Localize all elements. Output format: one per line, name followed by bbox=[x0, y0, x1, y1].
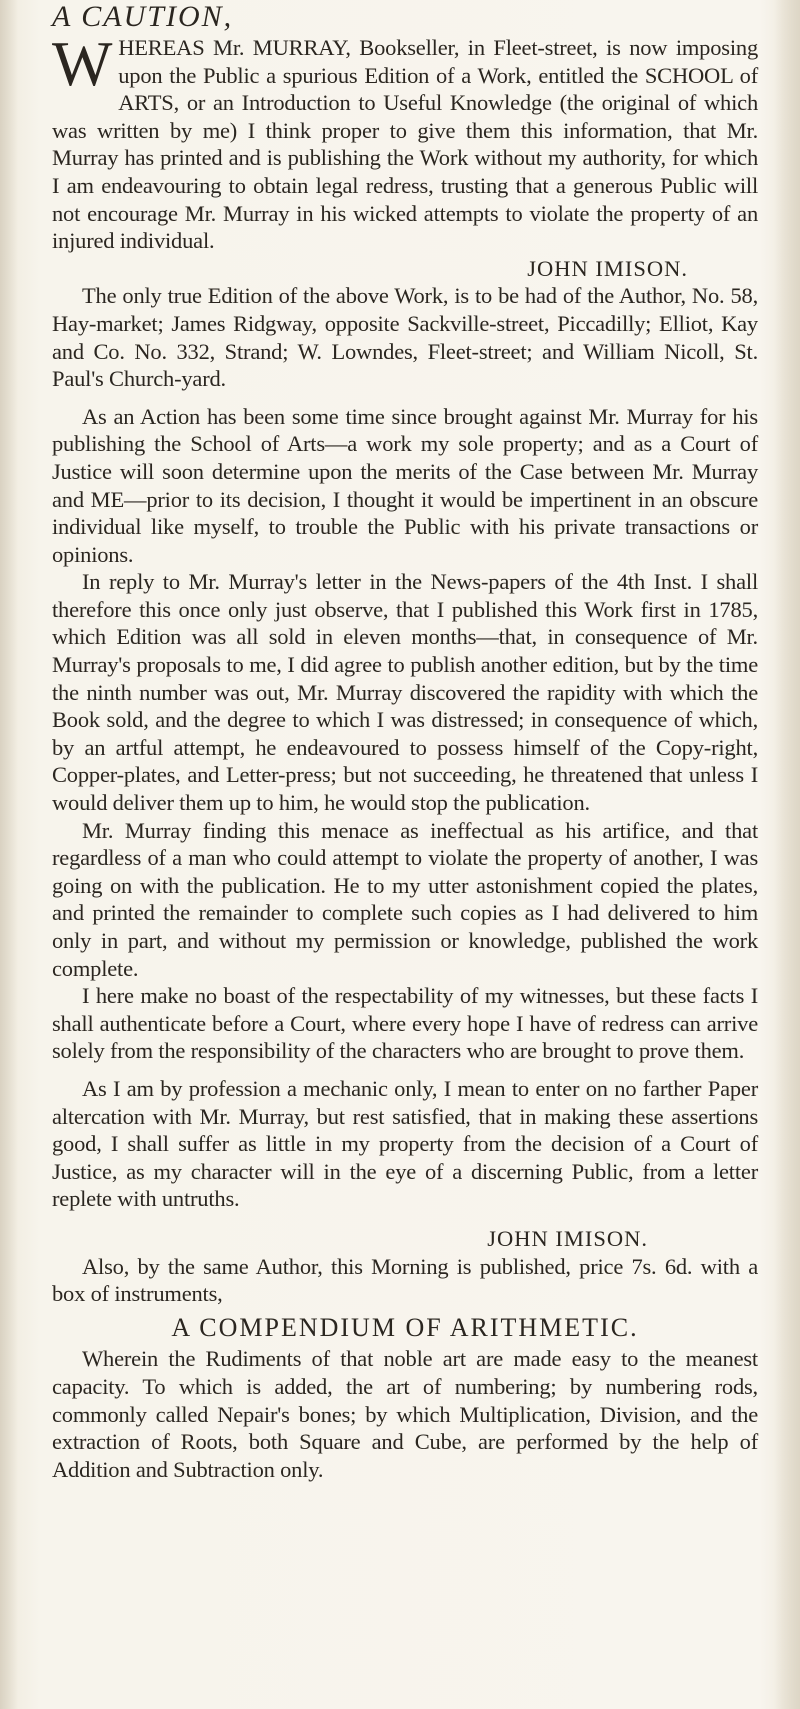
compendium-title: A COMPENDIUM OF ARITHMETIC. bbox=[171, 1312, 639, 1342]
caution-text: HEREAS Mr. MURRAY, Bookseller, in Fleet-street, is now imposing upon the Public a spurious Edition of a Work, entitled the SCHOOL of ARTS, or an Introduction to Useful Knowledge (the original of which was written by me) I think proper to give them this information, that Mr. Murray has printed and is publishing the Work without my authority, for which I am endeavouring to obtain legal redress, trusting that a generous Public will not encourage Mr. Murray in his wicked attempts to violate the property of an injured individual. bbox=[52, 35, 758, 254]
mechanic-paragraph: As I am by profession a mechanic only, I mean to enter on no farther Paper altercation with Mr. Murray, but rest satisfied, that in making these assertions good, I shall suffer as little in my property from the decision of a Court of Justice, as my character will in the eye of a discerning Public, from a letter replete with untruths. bbox=[52, 1075, 758, 1212]
also-paragraph: Also, by the same Author, this Morning is published, price 7s. 6d. with a box of instruments, bbox=[52, 1253, 758, 1307]
signature-first: JOHN IMISON. bbox=[527, 255, 688, 281]
caution-heading: A CAUTION, bbox=[52, 0, 234, 33]
true-edition-paragraph: The only true Edition of the above Work, is to be had of the Author, No. 58, Hay-market; James Ridgway, opposite Sackville-street, Piccadilly; Elliot, Kay and Co. No. 332, Strand; W. Lowndes, Fleet-street; and William Nicoll, St. Paul's Church-yard. bbox=[52, 283, 758, 392]
page-shadow-left bbox=[0, 0, 18, 1709]
caution-paragraph bbox=[52, 28, 758, 255]
action-paragraph: As an Action has been some time since brought against Mr. Murray for his publishing the School of Arts—a work my sole property; and as a Court of Justice will soon determine upon the merits of the Case between Mr. Murray and ME—prior to its decision, I thought it would be impertinent in an obscure individual like myself, to trouble the Public with his private transactions or opinions. bbox=[52, 403, 758, 567]
compendium-paragraph: Wherein the Rudiments of that noble art are made easy to the meanest capacity. To which is added, the art of numbering; by numbering rods, commonly called Nepair's bones; by which Multiplication, Division, and the extraction of Roots, both Square and Cube, are performed by the help of Addition and Subtraction only. bbox=[52, 1346, 758, 1482]
drop-cap: W bbox=[52, 28, 113, 99]
reply-paragraph: In reply to Mr. Murray's letter in the News-papers of the 4th Inst. I shall therefore this once only just observe, that I published this Work first in 1785, which Edition was all sold in eleven months—that, in consequence of Mr. Murray's proposals to me, I did agree to publish another edition, but by the time the ninth number was out, Mr. Murray discovered the rapidity with which the Book sold, and the degree to which I was distressed; in consequence of which, by an artful attempt, he endeavoured to possess himself of the Copy-right, Copper-plates, and Letter-press; but not succeeding, he threatened that unless I would deliver them up to him, he would stop the publication. bbox=[52, 569, 758, 816]
page-shadow-right bbox=[774, 0, 800, 1709]
signature-second: JOHN IMISON. bbox=[487, 1225, 648, 1251]
boast-paragraph: I here make no boast of the respectability of my witnesses, but these facts I shall authenticate before a Court, where every hope I have of redress can arrive solely from the responsibility of the characters who are brought to prove them. bbox=[52, 983, 758, 1064]
menace-paragraph: Mr. Murray finding this menace as ineffectual as his artifice, and that regardless of a man who could attempt to violate the property of another, I was going on with the publication. He to my utter astonishment copied the plates, and printed the remainder to complete such copies as I had delivered to him only in part, and without my permission or knowledge, published the work complete. bbox=[52, 817, 758, 981]
advertisement-column bbox=[52, 0, 758, 1483]
